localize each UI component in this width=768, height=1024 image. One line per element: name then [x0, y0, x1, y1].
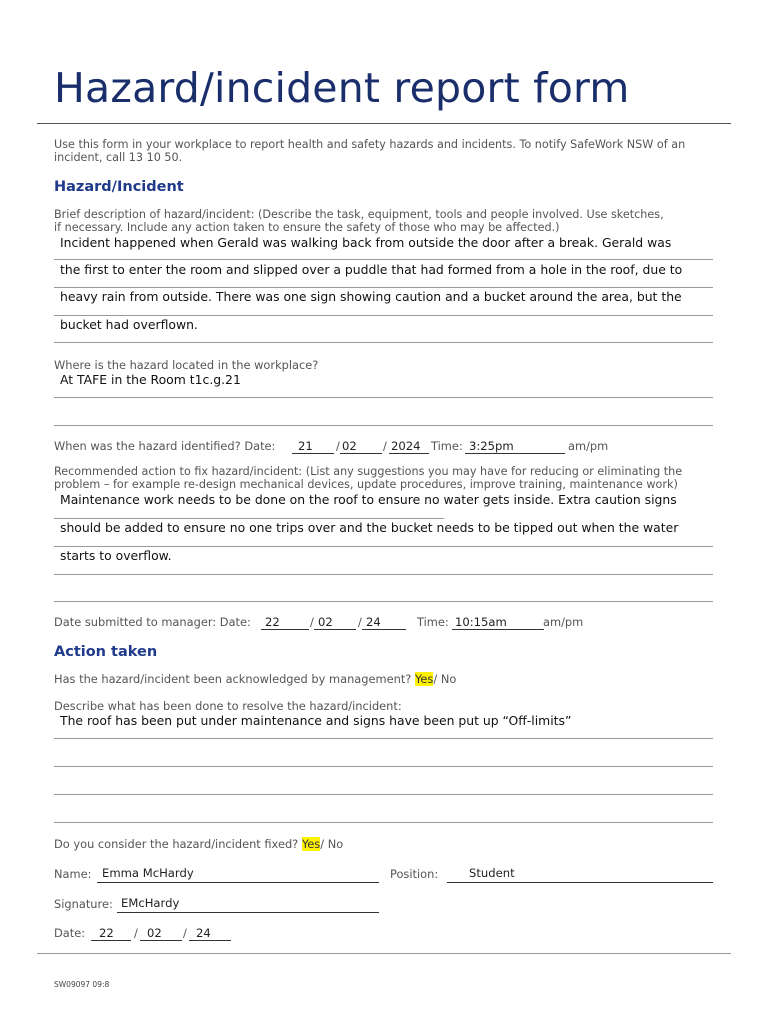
submitted-prompt: Date submitted to manager: Date:	[54, 615, 251, 629]
recommended-line-2[interactable]: should be added to ensure no one trips over and the bucket needs to be tipped out when the water	[60, 520, 679, 535]
identified-year-underline	[389, 453, 429, 454]
submitted-time-label: Time:	[417, 615, 449, 629]
submitted-ampm: am/pm	[543, 615, 584, 629]
description-line-2[interactable]: the first to enter the room and slipped over a puddle that had formed from a hole in the roof, due to	[60, 262, 683, 277]
signature-label: Signature:	[54, 897, 113, 911]
recommended-rule-4	[54, 601, 713, 602]
recommended-prompt-2: problem – for example re-design mechanical devices, update procedures, improve training, maintenance work)	[54, 478, 678, 491]
date-slash: /	[358, 615, 362, 629]
date-slash: /	[183, 926, 187, 940]
identified-year[interactable]: 2024	[391, 439, 421, 453]
position-label: Position:	[390, 867, 439, 881]
position-underline	[447, 882, 713, 883]
signature-field[interactable]: EMcHardy	[121, 896, 180, 910]
description-rule-1	[54, 259, 713, 260]
description-line-3[interactable]: heavy rain from outside. There was one sign showing caution and a bucket around the area, but the	[60, 289, 682, 304]
resolve-prompt: Describe what has been done to resolve the hazard/incident:	[54, 699, 402, 713]
submitted-year-underline	[362, 629, 406, 630]
acknowledged-no-option[interactable]: / No	[433, 672, 457, 686]
submitted-time[interactable]: 10:15am	[455, 615, 507, 629]
name-label: Name:	[54, 867, 92, 881]
date-slash: /	[383, 439, 387, 453]
recommended-rule-3	[54, 574, 713, 575]
form-code: SW09097 09:8	[54, 980, 110, 989]
resolve-rule-1	[54, 738, 713, 739]
date-label: Date:	[54, 926, 86, 940]
date-slash: /	[134, 926, 138, 940]
date-slash: /	[336, 439, 340, 453]
fixed-prompt: Do you consider the hazard/incident fixed?	[54, 837, 299, 851]
recommended-rule-1	[54, 518, 444, 519]
identified-day[interactable]: 21	[298, 439, 313, 453]
name-underline	[97, 882, 379, 883]
footer-divider	[37, 953, 731, 954]
fixed-question	[54, 837, 343, 851]
submitted-time-underline	[452, 629, 544, 630]
identified-time-underline	[465, 453, 565, 454]
description-rule-2	[54, 287, 713, 288]
acknowledged-yes-option[interactable]: Yes	[414, 672, 434, 686]
date-slash: /	[310, 615, 314, 629]
description-prompt-2: if necessary. Include any action taken to ensure the safety of those who may be affected.)	[54, 221, 560, 234]
date-year[interactable]: 24	[196, 926, 211, 940]
submitted-year[interactable]: 24	[366, 615, 381, 629]
action-section-heading: Action taken	[54, 644, 158, 660]
recommended-line-1[interactable]: Maintenance work needs to be done on the roof to ensure no water gets inside. Extra caution signs	[60, 492, 677, 507]
description-rule-4	[54, 342, 713, 343]
identified-time[interactable]: 3:25pm	[469, 439, 514, 453]
description-line-1[interactable]: Incident happened when Gerald was walking back from outside the door after a break. Gerald was	[60, 235, 672, 250]
fixed-no-option[interactable]: / No	[320, 837, 344, 851]
fixed-yes-option[interactable]: Yes	[301, 837, 321, 851]
resolve-rule-4	[54, 822, 713, 823]
resolve-rule-2	[54, 766, 713, 767]
signature-underline	[117, 912, 379, 913]
identified-ampm: am/pm	[568, 439, 609, 453]
resolve-rule-3	[54, 794, 713, 795]
date-day-underline	[91, 940, 131, 941]
recommended-rule-2	[54, 546, 713, 547]
hazard-section-heading: Hazard/Incident	[54, 179, 184, 195]
page-title: Hazard/incident report form	[54, 64, 630, 112]
recommended-line-3[interactable]: starts to overflow.	[60, 548, 172, 563]
submitted-day[interactable]: 22	[265, 615, 280, 629]
location-prompt: Where is the hazard located in the workplace?	[54, 358, 319, 372]
date-month-underline	[140, 940, 182, 941]
submitted-month-underline	[314, 629, 356, 630]
location-field[interactable]: At TAFE in the Room t1c.g.21	[60, 372, 241, 387]
date-day[interactable]: 22	[99, 926, 114, 940]
identified-day-underline	[292, 453, 334, 454]
position-field[interactable]: Student	[469, 866, 515, 880]
identified-time-label: Time:	[431, 439, 463, 453]
date-month[interactable]: 02	[147, 926, 162, 940]
submitted-month[interactable]: 02	[318, 615, 333, 629]
date-year-underline	[189, 940, 231, 941]
identified-month-underline	[340, 453, 382, 454]
description-line-4[interactable]: bucket had overflown.	[60, 317, 198, 332]
acknowledged-question	[54, 672, 456, 686]
submitted-day-underline	[261, 629, 309, 630]
recommended-prompt-1: Recommended action to fix hazard/incident: (List any suggestions you may have for reducing or eliminating the	[54, 465, 683, 478]
resolve-field[interactable]: The roof has been put under maintenance and signs have been put up “Off-limits”	[60, 713, 572, 728]
description-rule-3	[54, 315, 713, 316]
identified-month[interactable]: 02	[342, 439, 357, 453]
acknowledged-prompt: Has the hazard/incident been acknowledged by management?	[54, 672, 412, 686]
identified-prompt: When was the hazard identified? Date:	[54, 439, 276, 453]
intro-text: Use this form in your workplace to report health and safety hazards and incidents. To notify SafeWork NSW of an incident, call 13 10 50.	[54, 138, 686, 164]
location-rule-2	[54, 425, 713, 426]
title-divider	[37, 123, 731, 124]
location-rule-1	[54, 397, 713, 398]
name-field[interactable]: Emma McHardy	[102, 866, 194, 880]
description-prompt-1: Brief description of hazard/incident: (Describe the task, equipment, tools and people involved. Use sketches,	[54, 208, 664, 221]
